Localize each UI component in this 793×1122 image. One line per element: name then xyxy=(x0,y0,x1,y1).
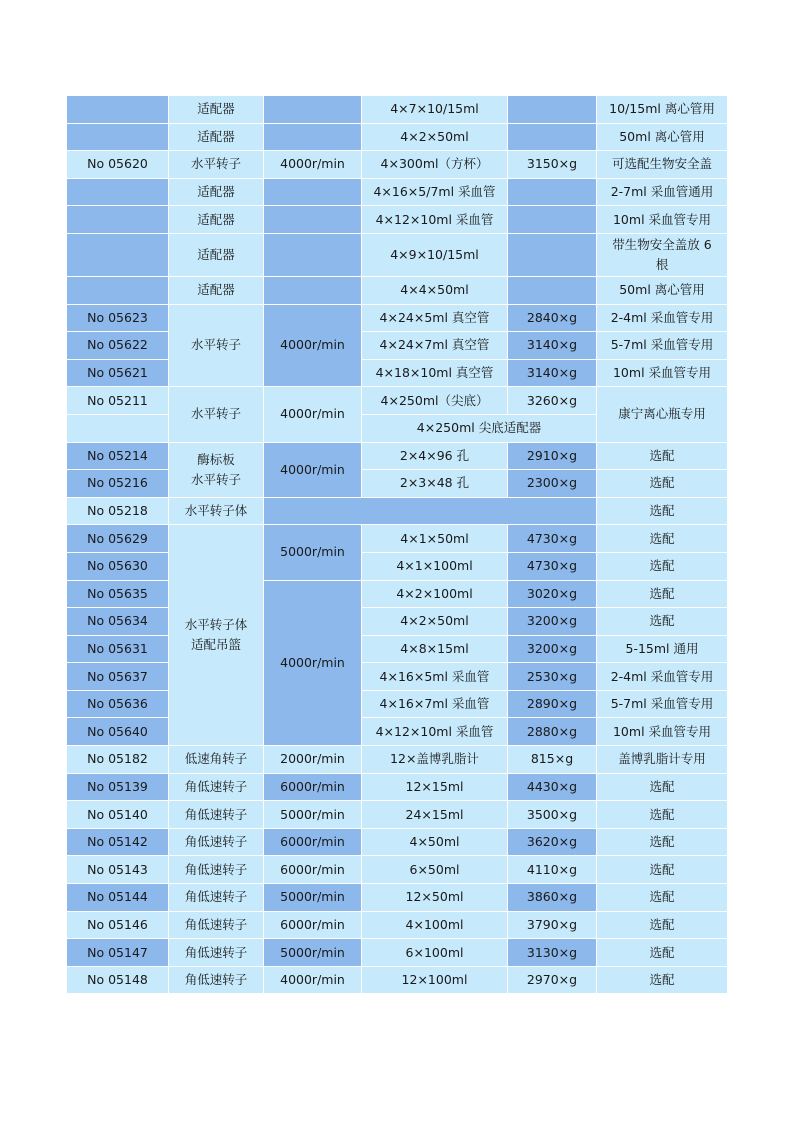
cell-type xyxy=(169,525,264,746)
cell-capacity: 4×12×10ml 采血管 xyxy=(362,206,508,234)
table-row xyxy=(67,387,728,415)
cell-code: No 05182 xyxy=(67,746,169,774)
cell-code: No 05631 xyxy=(67,635,169,663)
cell-capacity: 4×4×50ml xyxy=(362,276,508,304)
cell-code: No 05636 xyxy=(67,690,169,718)
cell-rcf: 3200×g xyxy=(508,608,597,636)
cell-type: 适配器 xyxy=(169,123,264,151)
cell-rcf: 3150×g xyxy=(508,151,597,179)
cell-note: 50ml 离心管用 xyxy=(597,123,728,151)
cell-note: 选配 xyxy=(597,884,728,912)
cell-note-line: 根 xyxy=(655,256,669,272)
cell-type-line: 适配吊篮 xyxy=(190,637,241,653)
cell-speed: 6000r/min xyxy=(264,773,362,801)
cell-note: 2-4ml 采血管专用 xyxy=(597,304,728,332)
cell-code: No 05635 xyxy=(67,580,169,608)
cell-rcf: 2880×g xyxy=(508,718,597,746)
cell-rcf: 3790×g xyxy=(508,911,597,939)
table-row xyxy=(67,773,728,801)
cell-code: No 05620 xyxy=(67,151,169,179)
cell-code: No 05146 xyxy=(67,911,169,939)
cell-speed xyxy=(264,206,362,234)
cell-code xyxy=(67,233,169,276)
cell-type: 角低速转子 xyxy=(169,828,264,856)
cell-rcf: 2970×g xyxy=(508,966,597,994)
cell-note: 康宁离心瓶专用 xyxy=(597,387,728,442)
cell-code: No 05637 xyxy=(67,663,169,691)
cell-type: 适配器 xyxy=(169,206,264,234)
cell-speed: 5000r/min xyxy=(264,801,362,829)
cell-speed: 5000r/min xyxy=(264,939,362,967)
cell-rcf: 2530×g xyxy=(508,663,597,691)
table-row xyxy=(67,359,728,387)
cell-capacity: 6×50ml xyxy=(362,856,508,884)
cell-capacity: 4×2×50ml xyxy=(362,123,508,151)
cell-capacity: 4×9×10/15ml xyxy=(362,233,508,276)
cell-speed xyxy=(264,233,362,276)
cell-capacity: 4×8×15ml xyxy=(362,635,508,663)
cell-type-line: 酶标板 xyxy=(197,451,235,467)
cell-type: 角低速转子 xyxy=(169,801,264,829)
cell-speed: 4000r/min xyxy=(264,442,362,497)
cell-code xyxy=(67,123,169,151)
cell-note: 选配 xyxy=(597,580,728,608)
cell-code xyxy=(67,414,169,442)
cell-code: No 05143 xyxy=(67,856,169,884)
table-row xyxy=(67,884,728,912)
cell-speed: 4000r/min xyxy=(264,151,362,179)
table-row xyxy=(67,552,728,580)
table-row xyxy=(67,801,728,829)
cell-note: 10ml 采血管专用 xyxy=(597,206,728,234)
cell-capacity: 4×250ml 尖底适配器 xyxy=(362,414,597,442)
cell-type: 角低速转子 xyxy=(169,966,264,994)
cell-capacity: 4×16×5ml 采血管 xyxy=(362,663,508,691)
table-row xyxy=(67,276,728,304)
cell-type: 适配器 xyxy=(169,276,264,304)
cell-note: 选配 xyxy=(597,828,728,856)
cell-note: 10ml 采血管专用 xyxy=(597,718,728,746)
cell-type: 适配器 xyxy=(169,178,264,206)
cell-code: No 05214 xyxy=(67,442,169,470)
cell-speed: 6000r/min xyxy=(264,828,362,856)
cell-rcf: 2910×g xyxy=(508,442,597,470)
cell-note: 选配 xyxy=(597,939,728,967)
cell-rcf xyxy=(508,178,597,206)
cell-code: No 05634 xyxy=(67,608,169,636)
cell-capacity: 4×1×50ml xyxy=(362,525,508,553)
cell-code: No 05139 xyxy=(67,773,169,801)
cell-capacity: 12×50ml xyxy=(362,884,508,912)
cell-rcf: 2890×g xyxy=(508,690,597,718)
cell-rcf: 3140×g xyxy=(508,359,597,387)
cell-type-line: 水平转子体 xyxy=(184,617,248,633)
cell-code: No 05144 xyxy=(67,884,169,912)
table-row xyxy=(67,663,728,691)
cell-capacity: 4×24×5ml 真空管 xyxy=(362,304,508,332)
cell-code xyxy=(67,178,169,206)
cell-code: No 05140 xyxy=(67,801,169,829)
table-row xyxy=(67,332,728,360)
cell-note: 可选配生物安全盖 xyxy=(597,151,728,179)
cell-capacity: 4×7×10/15ml xyxy=(362,96,508,124)
cell-rcf: 4730×g xyxy=(508,552,597,580)
cell-capacity: 4×16×5/7ml 采血管 xyxy=(362,178,508,206)
cell-type: 适配器 xyxy=(169,96,264,124)
cell-rcf: 3130×g xyxy=(508,939,597,967)
cell-speed: 4000r/min xyxy=(264,304,362,387)
cell-rcf: 2840×g xyxy=(508,304,597,332)
cell-rcf: 4110×g xyxy=(508,856,597,884)
cell-note xyxy=(597,233,728,276)
cell-note: 选配 xyxy=(597,497,728,525)
rotor-spec-table xyxy=(66,95,728,994)
cell-capacity: 4×100ml xyxy=(362,911,508,939)
cell-note: 5-15ml 通用 xyxy=(597,635,728,663)
cell-rcf: 3620×g xyxy=(508,828,597,856)
cell-type: 适配器 xyxy=(169,233,264,276)
cell-note: 5-7ml 采血管专用 xyxy=(597,690,728,718)
cell-capacity: 4×24×7ml 真空管 xyxy=(362,332,508,360)
table-row xyxy=(67,828,728,856)
cell-rcf: 2300×g xyxy=(508,470,597,498)
table-row xyxy=(67,497,728,525)
cell-speed: 5000r/min xyxy=(264,884,362,912)
cell-empty xyxy=(264,497,597,525)
cell-rcf: 3140×g xyxy=(508,332,597,360)
cell-speed: 6000r/min xyxy=(264,856,362,884)
cell-capacity: 4×1×100ml xyxy=(362,552,508,580)
cell-rcf xyxy=(508,96,597,124)
cell-code xyxy=(67,276,169,304)
cell-code: No 05218 xyxy=(67,497,169,525)
cell-speed: 4000r/min xyxy=(264,966,362,994)
cell-rcf xyxy=(508,276,597,304)
cell-note-line: 带生物安全盖放 6 xyxy=(612,236,712,252)
cell-capacity: 12×15ml xyxy=(362,773,508,801)
cell-rcf xyxy=(508,123,597,151)
cell-type: 角低速转子 xyxy=(169,856,264,884)
cell-note: 选配 xyxy=(597,442,728,470)
cell-rcf xyxy=(508,206,597,234)
cell-capacity: 4×18×10ml 真空管 xyxy=(362,359,508,387)
cell-rcf: 3200×g xyxy=(508,635,597,663)
cell-code: No 05622 xyxy=(67,332,169,360)
table-row xyxy=(67,966,728,994)
cell-note: 选配 xyxy=(597,801,728,829)
table-row xyxy=(67,233,728,276)
table-row xyxy=(67,746,728,774)
cell-code xyxy=(67,96,169,124)
table-row xyxy=(67,635,728,663)
cell-note: 选配 xyxy=(597,911,728,939)
cell-code: No 05148 xyxy=(67,966,169,994)
table-row xyxy=(67,718,728,746)
cell-code: No 05621 xyxy=(67,359,169,387)
table-row xyxy=(67,470,728,498)
cell-rcf: 3860×g xyxy=(508,884,597,912)
cell-speed: 6000r/min xyxy=(264,911,362,939)
cell-speed xyxy=(264,276,362,304)
cell-type: 角低速转子 xyxy=(169,911,264,939)
cell-code: No 05623 xyxy=(67,304,169,332)
cell-type: 低速角转子 xyxy=(169,746,264,774)
cell-code: No 05211 xyxy=(67,387,169,415)
cell-note: 10/15ml 离心管用 xyxy=(597,96,728,124)
cell-code: No 05630 xyxy=(67,552,169,580)
cell-capacity: 4×250ml（尖底） xyxy=(362,387,508,415)
cell-note: 选配 xyxy=(597,470,728,498)
cell-rcf: 815×g xyxy=(508,746,597,774)
cell-type: 角低速转子 xyxy=(169,773,264,801)
table-row xyxy=(67,304,728,332)
cell-type: 角低速转子 xyxy=(169,884,264,912)
cell-capacity: 4×12×10ml 采血管 xyxy=(362,718,508,746)
cell-type: 水平转子 xyxy=(169,304,264,387)
cell-note: 2-7ml 采血管通用 xyxy=(597,178,728,206)
cell-note: 选配 xyxy=(597,856,728,884)
cell-speed: 2000r/min xyxy=(264,746,362,774)
cell-capacity: 4×50ml xyxy=(362,828,508,856)
cell-capacity: 24×15ml xyxy=(362,801,508,829)
cell-type: 水平转子 xyxy=(169,387,264,442)
table-row xyxy=(67,939,728,967)
table-row xyxy=(67,123,728,151)
table-row xyxy=(67,608,728,636)
cell-rcf: 4430×g xyxy=(508,773,597,801)
cell-type-line: 水平转子 xyxy=(190,471,241,487)
cell-capacity: 4×16×7ml 采血管 xyxy=(362,690,508,718)
cell-note: 选配 xyxy=(597,773,728,801)
cell-capacity: 2×4×96 孔 xyxy=(362,442,508,470)
table-row xyxy=(67,580,728,608)
cell-capacity: 2×3×48 孔 xyxy=(362,470,508,498)
cell-capacity: 4×2×50ml xyxy=(362,608,508,636)
table-row xyxy=(67,206,728,234)
cell-note: 10ml 采血管专用 xyxy=(597,359,728,387)
cell-type: 水平转子体 xyxy=(169,497,264,525)
table-row xyxy=(67,151,728,179)
cell-note: 盖博乳脂计专用 xyxy=(597,746,728,774)
cell-code: No 05147 xyxy=(67,939,169,967)
cell-code: No 05216 xyxy=(67,470,169,498)
cell-note: 选配 xyxy=(597,525,728,553)
cell-capacity: 4×2×100ml xyxy=(362,580,508,608)
table-row xyxy=(67,96,728,124)
table-row xyxy=(67,856,728,884)
cell-type: 水平转子 xyxy=(169,151,264,179)
table-row xyxy=(67,690,728,718)
cell-note: 选配 xyxy=(597,966,728,994)
cell-rcf: 3500×g xyxy=(508,801,597,829)
cell-rcf: 4730×g xyxy=(508,525,597,553)
cell-note: 选配 xyxy=(597,552,728,580)
cell-code: No 05640 xyxy=(67,718,169,746)
cell-rcf xyxy=(508,233,597,276)
cell-type: 角低速转子 xyxy=(169,939,264,967)
cell-speed: 4000r/min xyxy=(264,387,362,442)
cell-note: 5-7ml 采血管专用 xyxy=(597,332,728,360)
table-row xyxy=(67,442,728,470)
cell-code: No 05142 xyxy=(67,828,169,856)
table-row xyxy=(67,911,728,939)
table-row xyxy=(67,178,728,206)
cell-speed: 5000r/min xyxy=(264,525,362,580)
cell-capacity: 4×300ml（方杯） xyxy=(362,151,508,179)
cell-capacity: 12×盖博乳脂计 xyxy=(362,746,508,774)
cell-speed: 4000r/min xyxy=(264,580,362,746)
cell-code xyxy=(67,206,169,234)
cell-speed xyxy=(264,123,362,151)
cell-speed xyxy=(264,96,362,124)
cell-speed xyxy=(264,178,362,206)
cell-rcf: 3020×g xyxy=(508,580,597,608)
cell-capacity: 6×100ml xyxy=(362,939,508,967)
cell-capacity: 12×100ml xyxy=(362,966,508,994)
cell-note: 选配 xyxy=(597,608,728,636)
cell-rcf: 3260×g xyxy=(508,387,597,415)
cell-note: 2-4ml 采血管专用 xyxy=(597,663,728,691)
cell-type xyxy=(169,442,264,497)
table-row xyxy=(67,525,728,553)
cell-note: 50ml 离心管用 xyxy=(597,276,728,304)
cell-code: No 05629 xyxy=(67,525,169,553)
